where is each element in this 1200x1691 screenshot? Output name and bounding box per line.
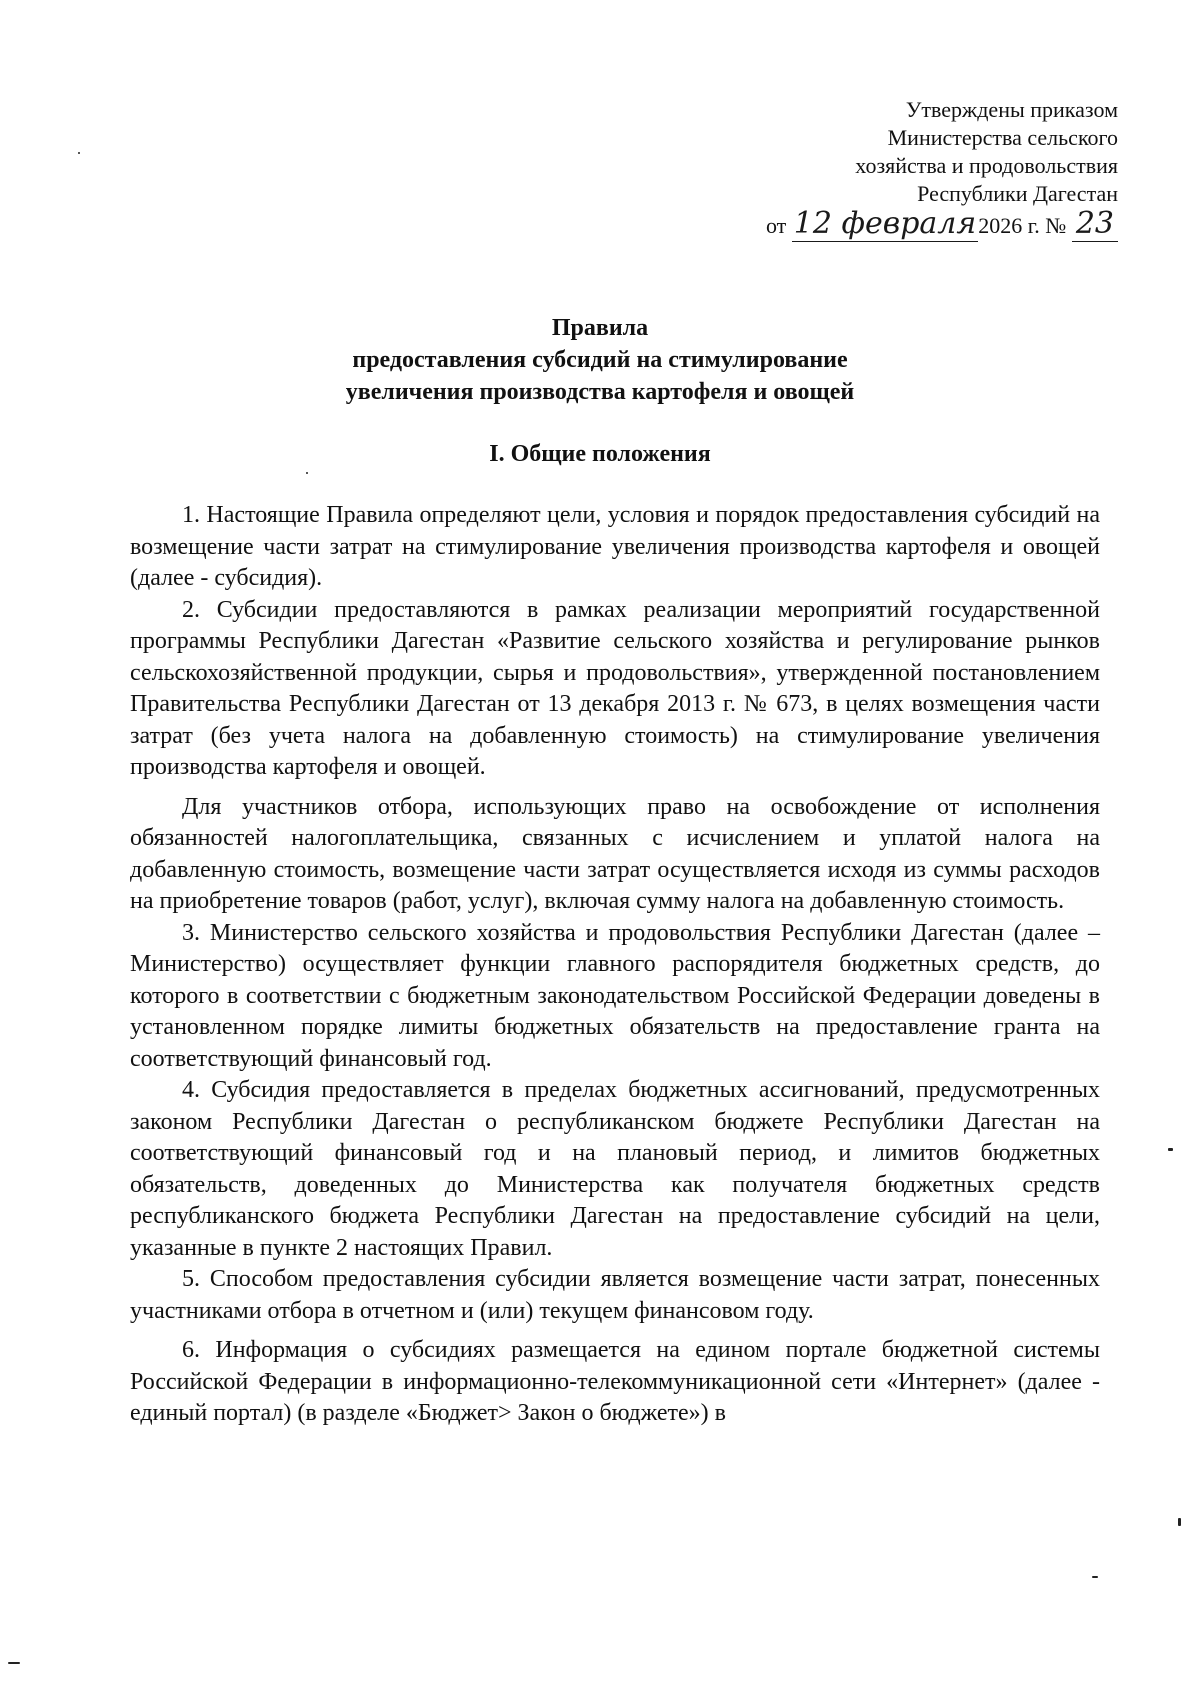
approval-line-4: Республики Дагестан [917, 181, 1118, 206]
scan-speck [1168, 1148, 1173, 1151]
scan-speck [8, 1662, 20, 1664]
scan-speck [1092, 1576, 1098, 1578]
title-line-1: Правила [551, 315, 649, 341]
approval-date-line [598, 206, 1118, 241]
scan-speck [78, 152, 80, 154]
approval-stamp-block [598, 96, 1118, 240]
paragraph-3: 3. Министерство сельского хозяйства и продовольствия Республики Дагестан (далее – Министерство) осуществляет функции главного распорядителя бюджетных средств, до которого в соответствии с бюджетным законодательством Российской Федерации доведены в установленном порядке лимиты бюджетных обязательств на предоставление гранта на соответствующий финансовый год. [130, 919, 1100, 1072]
approval-line-2: Министерства сельского [887, 125, 1118, 150]
handwritten-date: 12 февраля [793, 206, 977, 241]
paragraph-5: 5. Способом предоставления субсидии является возмещение части затрат, понесенных участниками отбора в отчетном и (или) текущем финансовом году. [130, 1266, 1100, 1324]
document-title [0, 312, 1200, 408]
date-prefix: от [765, 213, 787, 238]
document-body [130, 500, 1100, 1430]
year-and-number-label: 2026 г. № [978, 213, 1067, 238]
approval-line-3: хозяйства и продовольствия [855, 153, 1118, 178]
title-line-2: предоставления субсидий на стимулирование [352, 347, 848, 373]
title-line-3: увеличения производства картофеля и овощей [345, 379, 855, 405]
paragraph-2-note: Для участников отбора, использующих право на освобождение от исполнения обязанностей налогоплательщика, связанных с исчислением и уплатой налога на добавленную стоимость, возмещение части затрат осуществляется исходя из суммы расходов на приобретение товаров (работ, услуг), включая сумму налога на добавленную стоимость. [130, 793, 1100, 914]
scan-speck [306, 472, 308, 474]
paragraph-6: 6. Информация о субсидиях размещается на едином портале бюджетной системы Российской Федерации в информационно-телекоммуникационной сети «Интернет» (далее - единый портал) (в разделе «Бюджет> Закон о бюджете») в [130, 1337, 1100, 1426]
scan-speck [1178, 1518, 1181, 1526]
approval-line-1: Утверждены приказом [905, 97, 1118, 122]
paragraph-4: 4. Субсидия предоставляется в пределах бюджетных ассигнований, предусмотренных законом Республики Дагестан о республиканском бюджете Республики Дагестан на соответствующий финансовый год и на плановый период, и лимитов бюджетных обязательств, доведенных до Министерства как получателя бюджетных средств республиканского бюджета Республики Дагестан на предоставление субсидий на цели, указанные в пункте 2 настоящих Правил. [130, 1077, 1100, 1261]
paragraph-2: 2. Субсидии предоставляются в рамках реализации мероприятий государственной программы Республики Дагестан «Развитие сельского хозяйства и регулирование рынков сельскохозяйственной продукции, сырья и продовольствия», утвержденной постановлением Правительства Республики Дагестан от 13 декабря 2013 г. № 673, в целях возмещения части затрат (без учета налога на добавленную стоимость) на стимулирование увеличения производства картофеля и овощей. [130, 596, 1100, 780]
paragraph-1: 1. Настоящие Правила определяют цели, условия и порядок предоставления субсидий на возмещение части затрат на стимулирование увеличения производства картофеля и овощей (далее - субсидия). [130, 502, 1100, 591]
handwritten-order-number: 23 [1072, 206, 1118, 242]
section-heading: I. Общие положения [489, 441, 711, 467]
